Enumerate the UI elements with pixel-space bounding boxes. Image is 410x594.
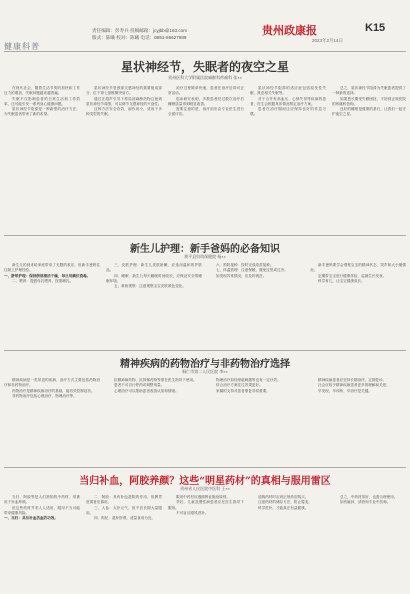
article2-col1: 新生儿的到来给家庭带来了无限的欢乐，但新手爸妈往往缺乏护理经验。 一、脐带护理：保持脐部清洁干燥，每日用碘伏消毒。 二、喂养：提倡母乳喂养，按需哺乳。 [4,263,100,283]
article2-byline: 黄平县妇幼保健院 杨×× [184,254,226,259]
article1-col4: 星状神经节阻滞的适应症包括原发性失眠、焦虑相关失眠等。 对于合并有高血压、心律失常等疾病的患者，医生会根据具体情况制定治疗方案。 患者在治疗期间还应保持良好的作息习惯。 [250,86,326,117]
article4-byline: 贵州省人民医院中医科 王×× [180,486,230,491]
article3-title: 精神疾病的药物治疗与非药物治疗选择 [120,359,290,370]
article2-col2: 三、皮肤护理：新生儿皮肤娇嫩，应选用温和的护肤品。 四、睡眠：新生儿每天睡眠时间较长，应保证安全的睡眠环境。 五、黄疸观察：注意观察宝宝皮肤颜色变化。 [106,263,202,289]
article2-title: 新生儿护理：新手爸妈的必备知识 [130,244,280,255]
article1-col2: 星状神经节是颈部交感神经的重要组成部分，位于第七颈椎横突前方。 通过在超声引导下将局部麻醉药物注射到星状神经节周围，可以调节交感神经的兴奋性。 这种方法安全有效，副作用小，适用于多种类型的失眠。 [86,86,162,117]
article4-title: 当归补血，阿胶养颜？这些“明星药材”的真相与服用雷区 [79,476,331,487]
divider-2 [4,350,406,351]
issue-date: 2023年2月14日 [312,38,344,43]
header-divider [4,51,406,52]
article3-col2: 抗精神病药物、抗抑郁药物等需在医生指导下使用。 患者不可自行停药或调整剂量。 心理治疗可以帮助患者改善认知和情绪。 [114,378,197,393]
article4-col5: 总之，中药材虽好，也需合理使用。 如有疑问，请咨询专业中医师。 [340,495,398,505]
header-meta [92,27,262,41]
article4-col2: 二、阿胶：具有补血滋阴的作用，但脾胃虚弱者应慎用。 三、人参：大补元气，但不宜长期大量服用。 四、枸杞：滋补肝肾，适量食用为宜。 [86,495,162,521]
article3-byline: 铜仁市第二人民医院 李×× [182,369,228,374]
article2-col3: 六、预防接种：按时完成疫苗接种。 七、体温管理：注意保暖，避免过热或过冷。 如发现异常情况，应及时就医。 [216,263,288,278]
divider-3 [4,467,406,468]
article4-col3: 服用中药材应遵循辨证施治原则。 孕妇、儿童及慢性病患者应在医生指导下服用。 不可盲目跟风进补。 [168,495,244,515]
article3-col3: 物理治疗如经颅磁刺激等也有一定疗效。 综合治疗方案往往效果更好。 家属的支持对患者康复非常重要。 [216,378,281,393]
article1-byline: 贵州医科大学附属医院麻醉科疼痛科 张×× [168,75,242,80]
article3-col4: 精神疾病患者应坚持长期治疗，定期复诊。 社会应给予精神疾病患者更多的理解和关爱。 早发现、早诊断、早治疗是关键。 [318,378,390,393]
article2-col4: 新手爸妈要学会观察宝宝的精神状态、哭声和大小便情况。 定期带宝宝进行健康体检，监测生长发育。 科学育儿，让宝宝健康成长。 [310,263,406,283]
meta-line-2: 版式：陈曦 校对：陈曦 电话：0851-86627989 [92,35,187,40]
meta-line-1: 责任编辑：彭寿兵 投稿邮箱：jcyjbb@163.com [92,28,188,33]
article1-title: 星状神经节，失眠者的夜空之星 [120,60,289,74]
article1-col1: 在现代社会，随着生活节奏的加快和工作压力的增加，失眠问题越来越普遍。 失眠不仅影响患者的日常生活和工作效率，还可能引发一系列身心健康问题。 星状神经节阻滞是一种新型的治疗方法，为失眠患者带来了新的希望。 [4,86,80,117]
article4-col4: 选购药材时应到正规药店购买。 注意药材的储存方法，防止霉变。 科学进补，才能真正有益健康。 [258,495,312,510]
section-title: 健康科普 [4,42,40,51]
newspaper-logo: 贵州政康报 [262,24,317,37]
article1-col3: 治疗过程简单快速，患者在治疗后即可正常活动。 临床研究表明，多数患者经过数次治疗后睡眠质量得到明显改善。 需要注意的是，治疗前应由专业医生进行全面评估。 [168,86,244,117]
article1-col5: 总之，星状神经节阻滞为失眠患者提供了一种新的选择。 如果您长期受失眠困扰，不妨到正规医院的疼痛科咨询。 良好的睡眠是健康的基石，让我们一起守护夜空之星。 [332,86,406,117]
page-header [0,0,410,51]
page-number: K15 [365,22,386,34]
divider-1 [4,235,406,236]
article3-col1: 精神疾病是一类常见的疾病，治疗方式主要包括药物治疗和非药物治疗。 药物治疗是精神疾病治疗的基础，能有效控制症状。 非药物治疗包括心理治疗、物理治疗等。 [4,378,100,398]
article4-col1: 当归、阿胶等是人们熟知的中药材，常被用于补血养颜。 但这些药材并非人人适用，服用不当可能带来健康风险。 一、当归：具有补血活血的功效。 [4,495,80,521]
